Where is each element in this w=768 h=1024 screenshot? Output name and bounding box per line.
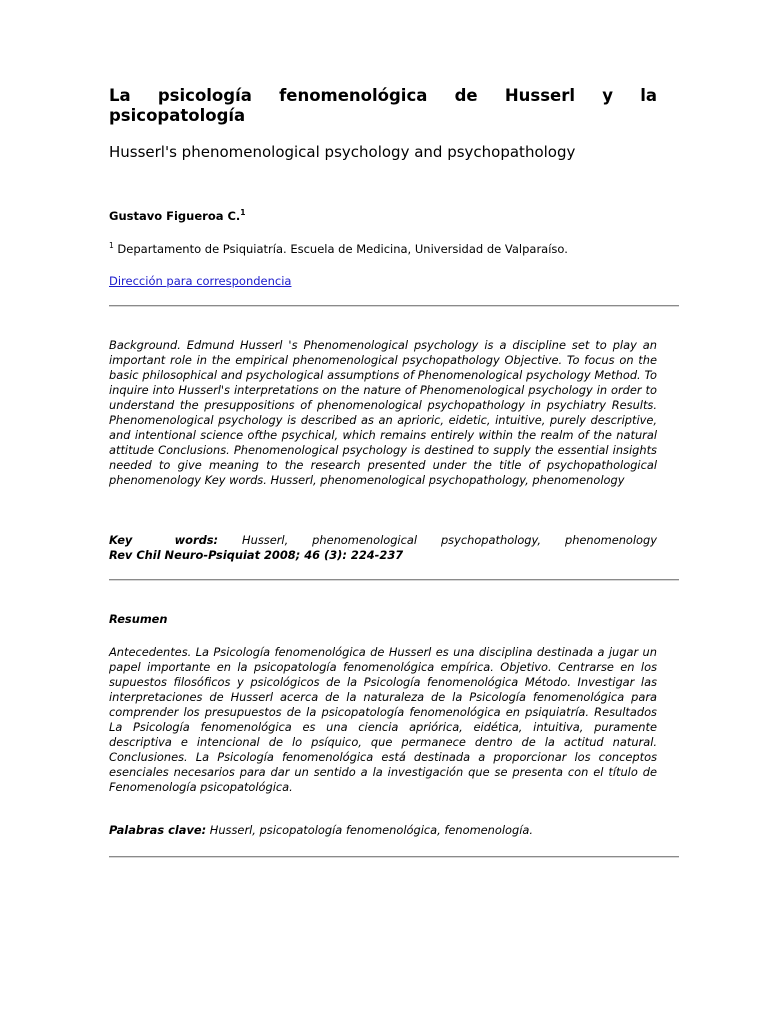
affiliation-marker: 1 — [109, 241, 114, 250]
keywords-label: Key words: — [109, 533, 219, 547]
affiliation-text: Departamento de Psiquiatría. Escuela de Medicina, Universidad de Valparaíso. — [113, 242, 568, 256]
journal-citation: Rev Chil Neuro-Psiquiat 2008; 46 (3): 224-237 — [109, 548, 404, 562]
article-subtitle: Husserl's phenomenological psychology and psychopathology — [109, 143, 576, 161]
abstract-keywords — [109, 533, 657, 548]
palabras-clave — [109, 823, 657, 838]
affiliation — [109, 242, 568, 256]
keywords-text: Husserl, phenomenological psychopathology, phenomenology — [218, 533, 658, 547]
resumen-heading: Resumen — [109, 612, 168, 626]
resumen-text: Antecedentes. La Psicología fenomenológica de Husserl es una disciplina destinada a jugar un papel importante en la psicopatología fenomenológica empírica. Objetivo. Centrarse en los supuestos filosóficos y psicológicos de la Psicología fenomenológica Método. Investigar las interpretaciones de Husserl acerca de la naturaleza de la Psicología fenomenológica para comprender los presupuestos de la psicopatología fenomenológica en psiquiatría. Resultados La Psicología fenomenológica es una ciencia apriórica, eidética, intuitiva, puramente descriptiva e intencional de lo psíquico, que permanece dentro de la actitud natural. Conclusiones. La Psicología fenomenológica está destinada a proporcionar los conceptos esenciales necesarios para dar un sentido a la investigación que se presenta con el título de Fenomenología psicopatológica. — [109, 645, 657, 794]
author-text: Gustavo Figueroa C. — [109, 209, 241, 223]
divider-top — [109, 305, 679, 307]
palabras-clave-label: Palabras clave: — [109, 823, 207, 837]
palabras-clave-text: Husserl, psicopatología fenomenológica, fenomenología. — [206, 823, 534, 837]
article-title: La psicología fenomenológica de Husserl y la psicopatología — [109, 86, 657, 125]
author-name — [109, 209, 246, 223]
divider-bottom — [109, 856, 679, 858]
divider-middle — [109, 579, 679, 581]
correspondence-link[interactable]: Dirección para correspondencia — [109, 274, 292, 288]
author-affiliation-marker: 1 — [240, 208, 246, 217]
abstract-text: Background. Edmund Husserl 's Phenomenological psychology is a discipline set to play an important role in the empirical phenomenological psychopathology Objective. To focus on the basic philosophical and psychological assumptions of Phenomenological psychology Method. To inquire into Husserl's interpretations on the nature of Phenomenological psychology in order to understand the presuppositions of phenomenological psychopathology in psychiatry Results. Phenomenological psychology is described as an aprioric, eidetic, intuitive, purely descriptive, and intentional science ofthe psychical, which remains entirely within the realm of the natural attitude Conclusions. Phenomenological psychology is destined to supply the essential insights needed to give meaning to the research presented under the title of psychopathological phenomenology Key words. Husserl, phenomenological psychopathology, phenomenology — [109, 338, 657, 487]
